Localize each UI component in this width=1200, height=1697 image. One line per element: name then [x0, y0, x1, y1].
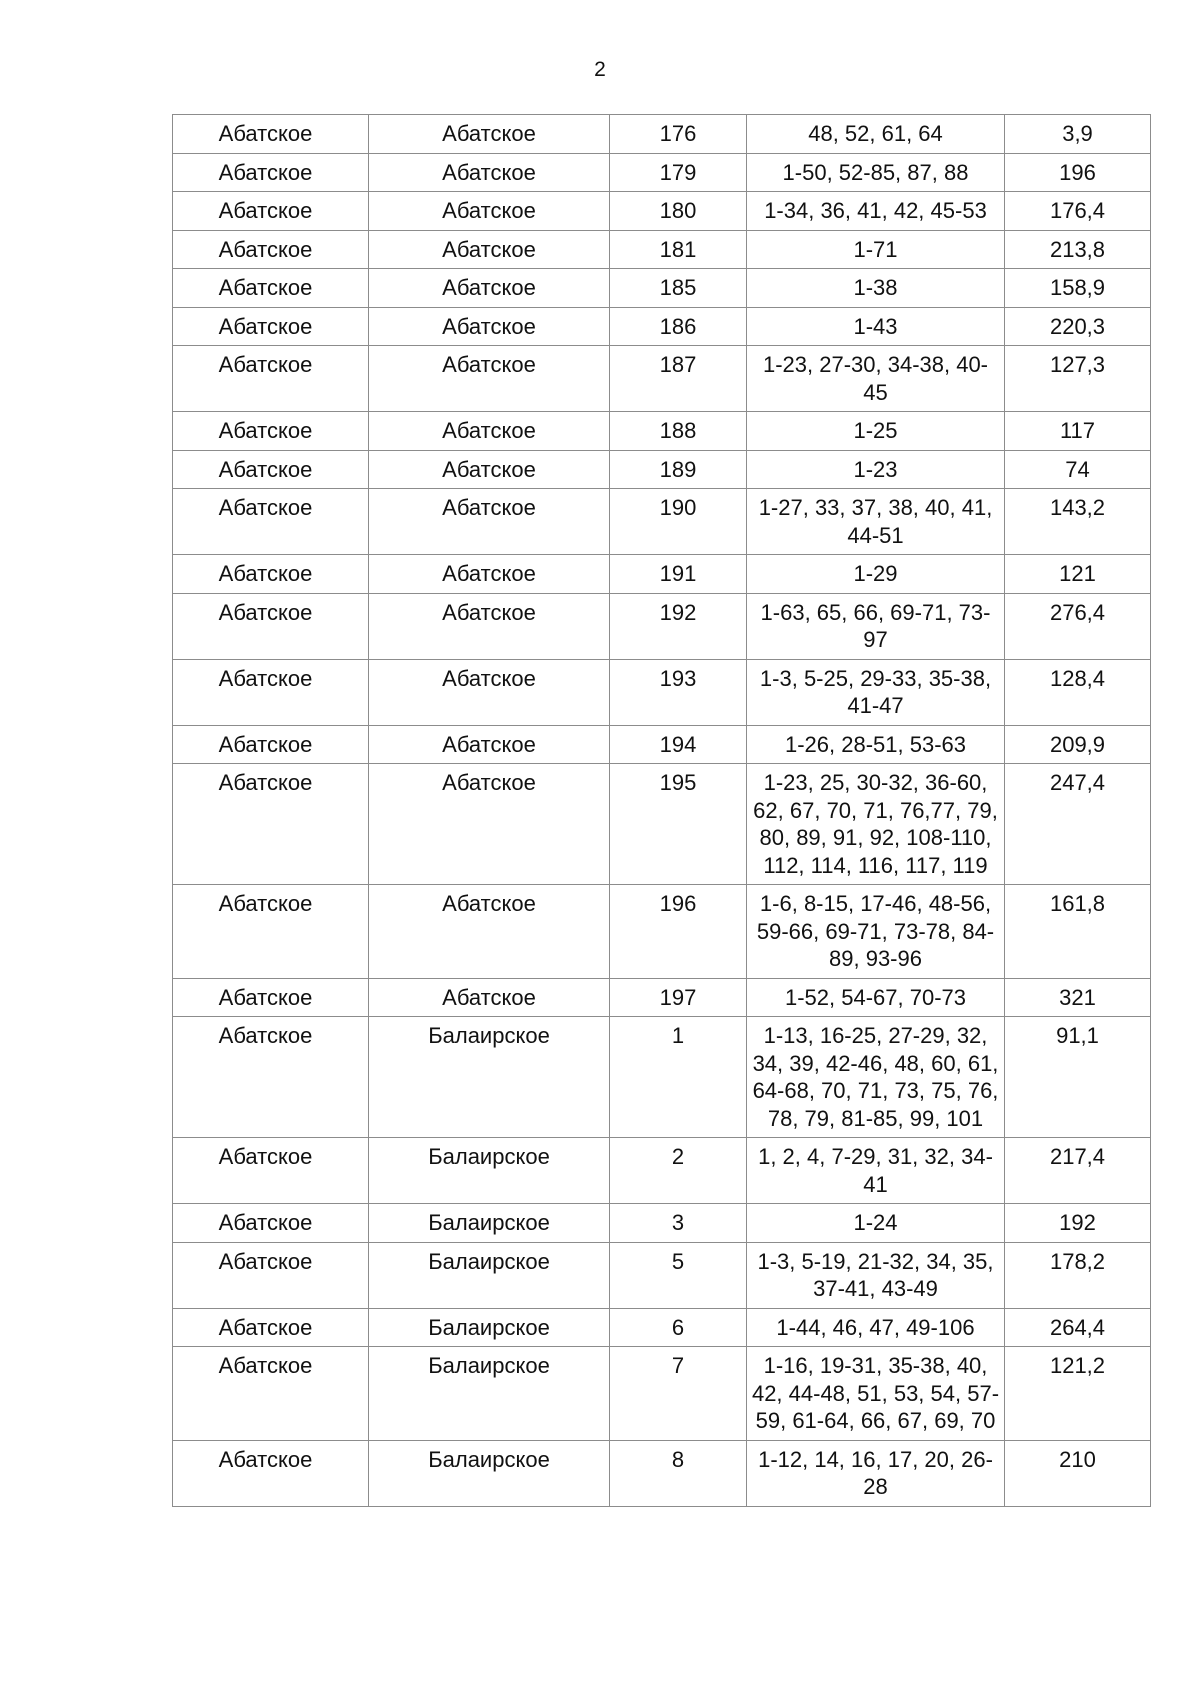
district-cell: Абатское — [173, 593, 369, 659]
plots-cell: 1-50, 52-85, 87, 88 — [747, 153, 1005, 192]
settlement-cell: Абатское — [369, 659, 610, 725]
plots-cell: 1, 2, 4, 7-29, 31, 32, 34-41 — [747, 1138, 1005, 1204]
area-cell: 213,8 — [1005, 230, 1151, 269]
area-cell: 192 — [1005, 1204, 1151, 1243]
district-cell: Абатское — [173, 412, 369, 451]
page-number: 2 — [594, 58, 606, 81]
area-cell: 91,1 — [1005, 1017, 1151, 1138]
settlement-cell: Балаирское — [369, 1017, 610, 1138]
settlement-cell: Абатское — [369, 978, 610, 1017]
quarter-cell: 179 — [610, 153, 747, 192]
plots-cell: 1-13, 16-25, 27-29, 32, 34, 39, 42-46, 48, 60, 61, 64-68, 70, 71, 73, 75, 76, 78, 79, 81-85, 99, 101 — [747, 1017, 1005, 1138]
settlement-cell: Абатское — [369, 412, 610, 451]
plots-cell: 1-26, 28-51, 53-63 — [747, 725, 1005, 764]
area-cell: 161,8 — [1005, 885, 1151, 979]
quarter-cell: 2 — [610, 1138, 747, 1204]
district-cell: Абатское — [173, 307, 369, 346]
district-cell: Абатское — [173, 450, 369, 489]
quarter-cell: 191 — [610, 555, 747, 594]
quarter-cell: 3 — [610, 1204, 747, 1243]
settlement-cell: Абатское — [369, 192, 610, 231]
quarter-cell: 195 — [610, 764, 747, 885]
plots-cell: 1-23, 27-30, 34-38, 40-45 — [747, 346, 1005, 412]
table-row — [173, 450, 1151, 489]
settlement-cell: Абатское — [369, 307, 610, 346]
quarter-cell: 8 — [610, 1440, 747, 1506]
settlement-cell: Балаирское — [369, 1308, 610, 1347]
settlement-cell: Балаирское — [369, 1204, 610, 1243]
plots-cell: 1-38 — [747, 269, 1005, 308]
plots-cell: 1-3, 5-19, 21-32, 34, 35, 37-41, 43-49 — [747, 1242, 1005, 1308]
district-cell: Абатское — [173, 1204, 369, 1243]
data-table — [172, 114, 1151, 1507]
district-cell: Абатское — [173, 1242, 369, 1308]
quarter-cell: 186 — [610, 307, 747, 346]
settlement-cell: Абатское — [369, 450, 610, 489]
table-body — [173, 115, 1151, 1507]
quarter-cell: 1 — [610, 1017, 747, 1138]
area-cell: 209,9 — [1005, 725, 1151, 764]
table-row — [173, 192, 1151, 231]
district-cell: Абатское — [173, 885, 369, 979]
district-cell: Абатское — [173, 978, 369, 1017]
area-cell: 321 — [1005, 978, 1151, 1017]
quarter-cell: 176 — [610, 115, 747, 154]
table-row — [173, 555, 1151, 594]
district-cell: Абатское — [173, 153, 369, 192]
area-cell: 3,9 — [1005, 115, 1151, 154]
table-row — [173, 978, 1151, 1017]
area-cell: 220,3 — [1005, 307, 1151, 346]
table-row — [173, 269, 1151, 308]
plots-cell: 1-25 — [747, 412, 1005, 451]
table-row — [173, 1017, 1151, 1138]
quarter-cell: 196 — [610, 885, 747, 979]
district-cell: Абатское — [173, 1440, 369, 1506]
quarter-cell: 189 — [610, 450, 747, 489]
table-row — [173, 153, 1151, 192]
district-cell: Абатское — [173, 1138, 369, 1204]
plots-cell: 1-6, 8-15, 17-46, 48-56, 59-66, 69-71, 73-78, 84-89, 93-96 — [747, 885, 1005, 979]
district-cell: Абатское — [173, 1017, 369, 1138]
settlement-cell: Абатское — [369, 230, 610, 269]
quarter-cell: 188 — [610, 412, 747, 451]
plots-cell: 1-23, 25, 30-32, 36-60, 62, 67, 70, 71, 76,77, 79, 80, 89, 91, 92, 108-110, 112, 114, 116, 117, 119 — [747, 764, 1005, 885]
settlement-cell: Абатское — [369, 153, 610, 192]
quarter-cell: 193 — [610, 659, 747, 725]
plots-cell: 1-24 — [747, 1204, 1005, 1243]
area-cell: 217,4 — [1005, 1138, 1151, 1204]
district-cell: Абатское — [173, 725, 369, 764]
area-cell: 117 — [1005, 412, 1151, 451]
settlement-cell: Абатское — [369, 346, 610, 412]
plots-cell: 1-29 — [747, 555, 1005, 594]
quarter-cell: 190 — [610, 489, 747, 555]
district-cell: Абатское — [173, 115, 369, 154]
table-row — [173, 659, 1151, 725]
quarter-cell: 197 — [610, 978, 747, 1017]
district-cell: Абатское — [173, 659, 369, 725]
quarter-cell: 187 — [610, 346, 747, 412]
table-row — [173, 764, 1151, 885]
table-row — [173, 1204, 1151, 1243]
plots-cell: 1-52, 54-67, 70-73 — [747, 978, 1005, 1017]
quarter-cell: 185 — [610, 269, 747, 308]
district-cell: Абатское — [173, 192, 369, 231]
district-cell: Абатское — [173, 1308, 369, 1347]
settlement-cell: Абатское — [369, 593, 610, 659]
settlement-cell: Абатское — [369, 489, 610, 555]
table-row — [173, 307, 1151, 346]
district-cell: Абатское — [173, 489, 369, 555]
quarter-cell: 194 — [610, 725, 747, 764]
quarter-cell: 181 — [610, 230, 747, 269]
area-cell: 143,2 — [1005, 489, 1151, 555]
area-cell: 247,4 — [1005, 764, 1151, 885]
district-cell: Абатское — [173, 764, 369, 885]
plots-cell: 48, 52, 61, 64 — [747, 115, 1005, 154]
settlement-cell: Абатское — [369, 269, 610, 308]
area-cell: 74 — [1005, 450, 1151, 489]
quarter-cell: 5 — [610, 1242, 747, 1308]
settlement-cell: Балаирское — [369, 1347, 610, 1441]
settlement-cell: Абатское — [369, 555, 610, 594]
plots-cell: 1-16, 19-31, 35-38, 40, 42, 44-48, 51, 53, 54, 57-59, 61-64, 66, 67, 69, 70 — [747, 1347, 1005, 1441]
area-cell: 121 — [1005, 555, 1151, 594]
table-row — [173, 725, 1151, 764]
area-cell: 196 — [1005, 153, 1151, 192]
quarter-cell: 7 — [610, 1347, 747, 1441]
table-row — [173, 346, 1151, 412]
plots-cell: 1-63, 65, 66, 69-71, 73-97 — [747, 593, 1005, 659]
district-cell: Абатское — [173, 269, 369, 308]
area-cell: 127,3 — [1005, 346, 1151, 412]
table-row — [173, 1308, 1151, 1347]
area-cell: 210 — [1005, 1440, 1151, 1506]
table-row — [173, 1440, 1151, 1506]
table-row — [173, 593, 1151, 659]
district-cell: Абатское — [173, 346, 369, 412]
table-row — [173, 489, 1151, 555]
district-cell: Абатское — [173, 230, 369, 269]
district-cell: Абатское — [173, 555, 369, 594]
area-cell: 178,2 — [1005, 1242, 1151, 1308]
plots-cell: 1-71 — [747, 230, 1005, 269]
quarter-cell: 192 — [610, 593, 747, 659]
plots-cell: 1-44, 46, 47, 49-106 — [747, 1308, 1005, 1347]
table-row — [173, 230, 1151, 269]
plots-cell: 1-43 — [747, 307, 1005, 346]
settlement-cell: Балаирское — [369, 1242, 610, 1308]
table-row — [173, 1138, 1151, 1204]
quarter-cell: 180 — [610, 192, 747, 231]
settlement-cell: Абатское — [369, 725, 610, 764]
table-row — [173, 115, 1151, 154]
area-cell: 176,4 — [1005, 192, 1151, 231]
plots-cell: 1-12, 14, 16, 17, 20, 26-28 — [747, 1440, 1005, 1506]
district-cell: Абатское — [173, 1347, 369, 1441]
table-row — [173, 885, 1151, 979]
settlement-cell: Абатское — [369, 885, 610, 979]
quarter-cell: 6 — [610, 1308, 747, 1347]
settlement-cell: Балаирское — [369, 1440, 610, 1506]
settlement-cell: Абатское — [369, 764, 610, 885]
table-row — [173, 1347, 1151, 1441]
settlement-cell: Балаирское — [369, 1138, 610, 1204]
plots-cell: 1-23 — [747, 450, 1005, 489]
area-cell: 264,4 — [1005, 1308, 1151, 1347]
area-cell: 121,2 — [1005, 1347, 1151, 1441]
table-row — [173, 412, 1151, 451]
area-cell: 158,9 — [1005, 269, 1151, 308]
plots-cell: 1-27, 33, 37, 38, 40, 41, 44-51 — [747, 489, 1005, 555]
area-cell: 128,4 — [1005, 659, 1151, 725]
plots-cell: 1-34, 36, 41, 42, 45-53 — [747, 192, 1005, 231]
area-cell: 276,4 — [1005, 593, 1151, 659]
plots-cell: 1-3, 5-25, 29-33, 35-38, 41-47 — [747, 659, 1005, 725]
settlement-cell: Абатское — [369, 115, 610, 154]
table-row — [173, 1242, 1151, 1308]
